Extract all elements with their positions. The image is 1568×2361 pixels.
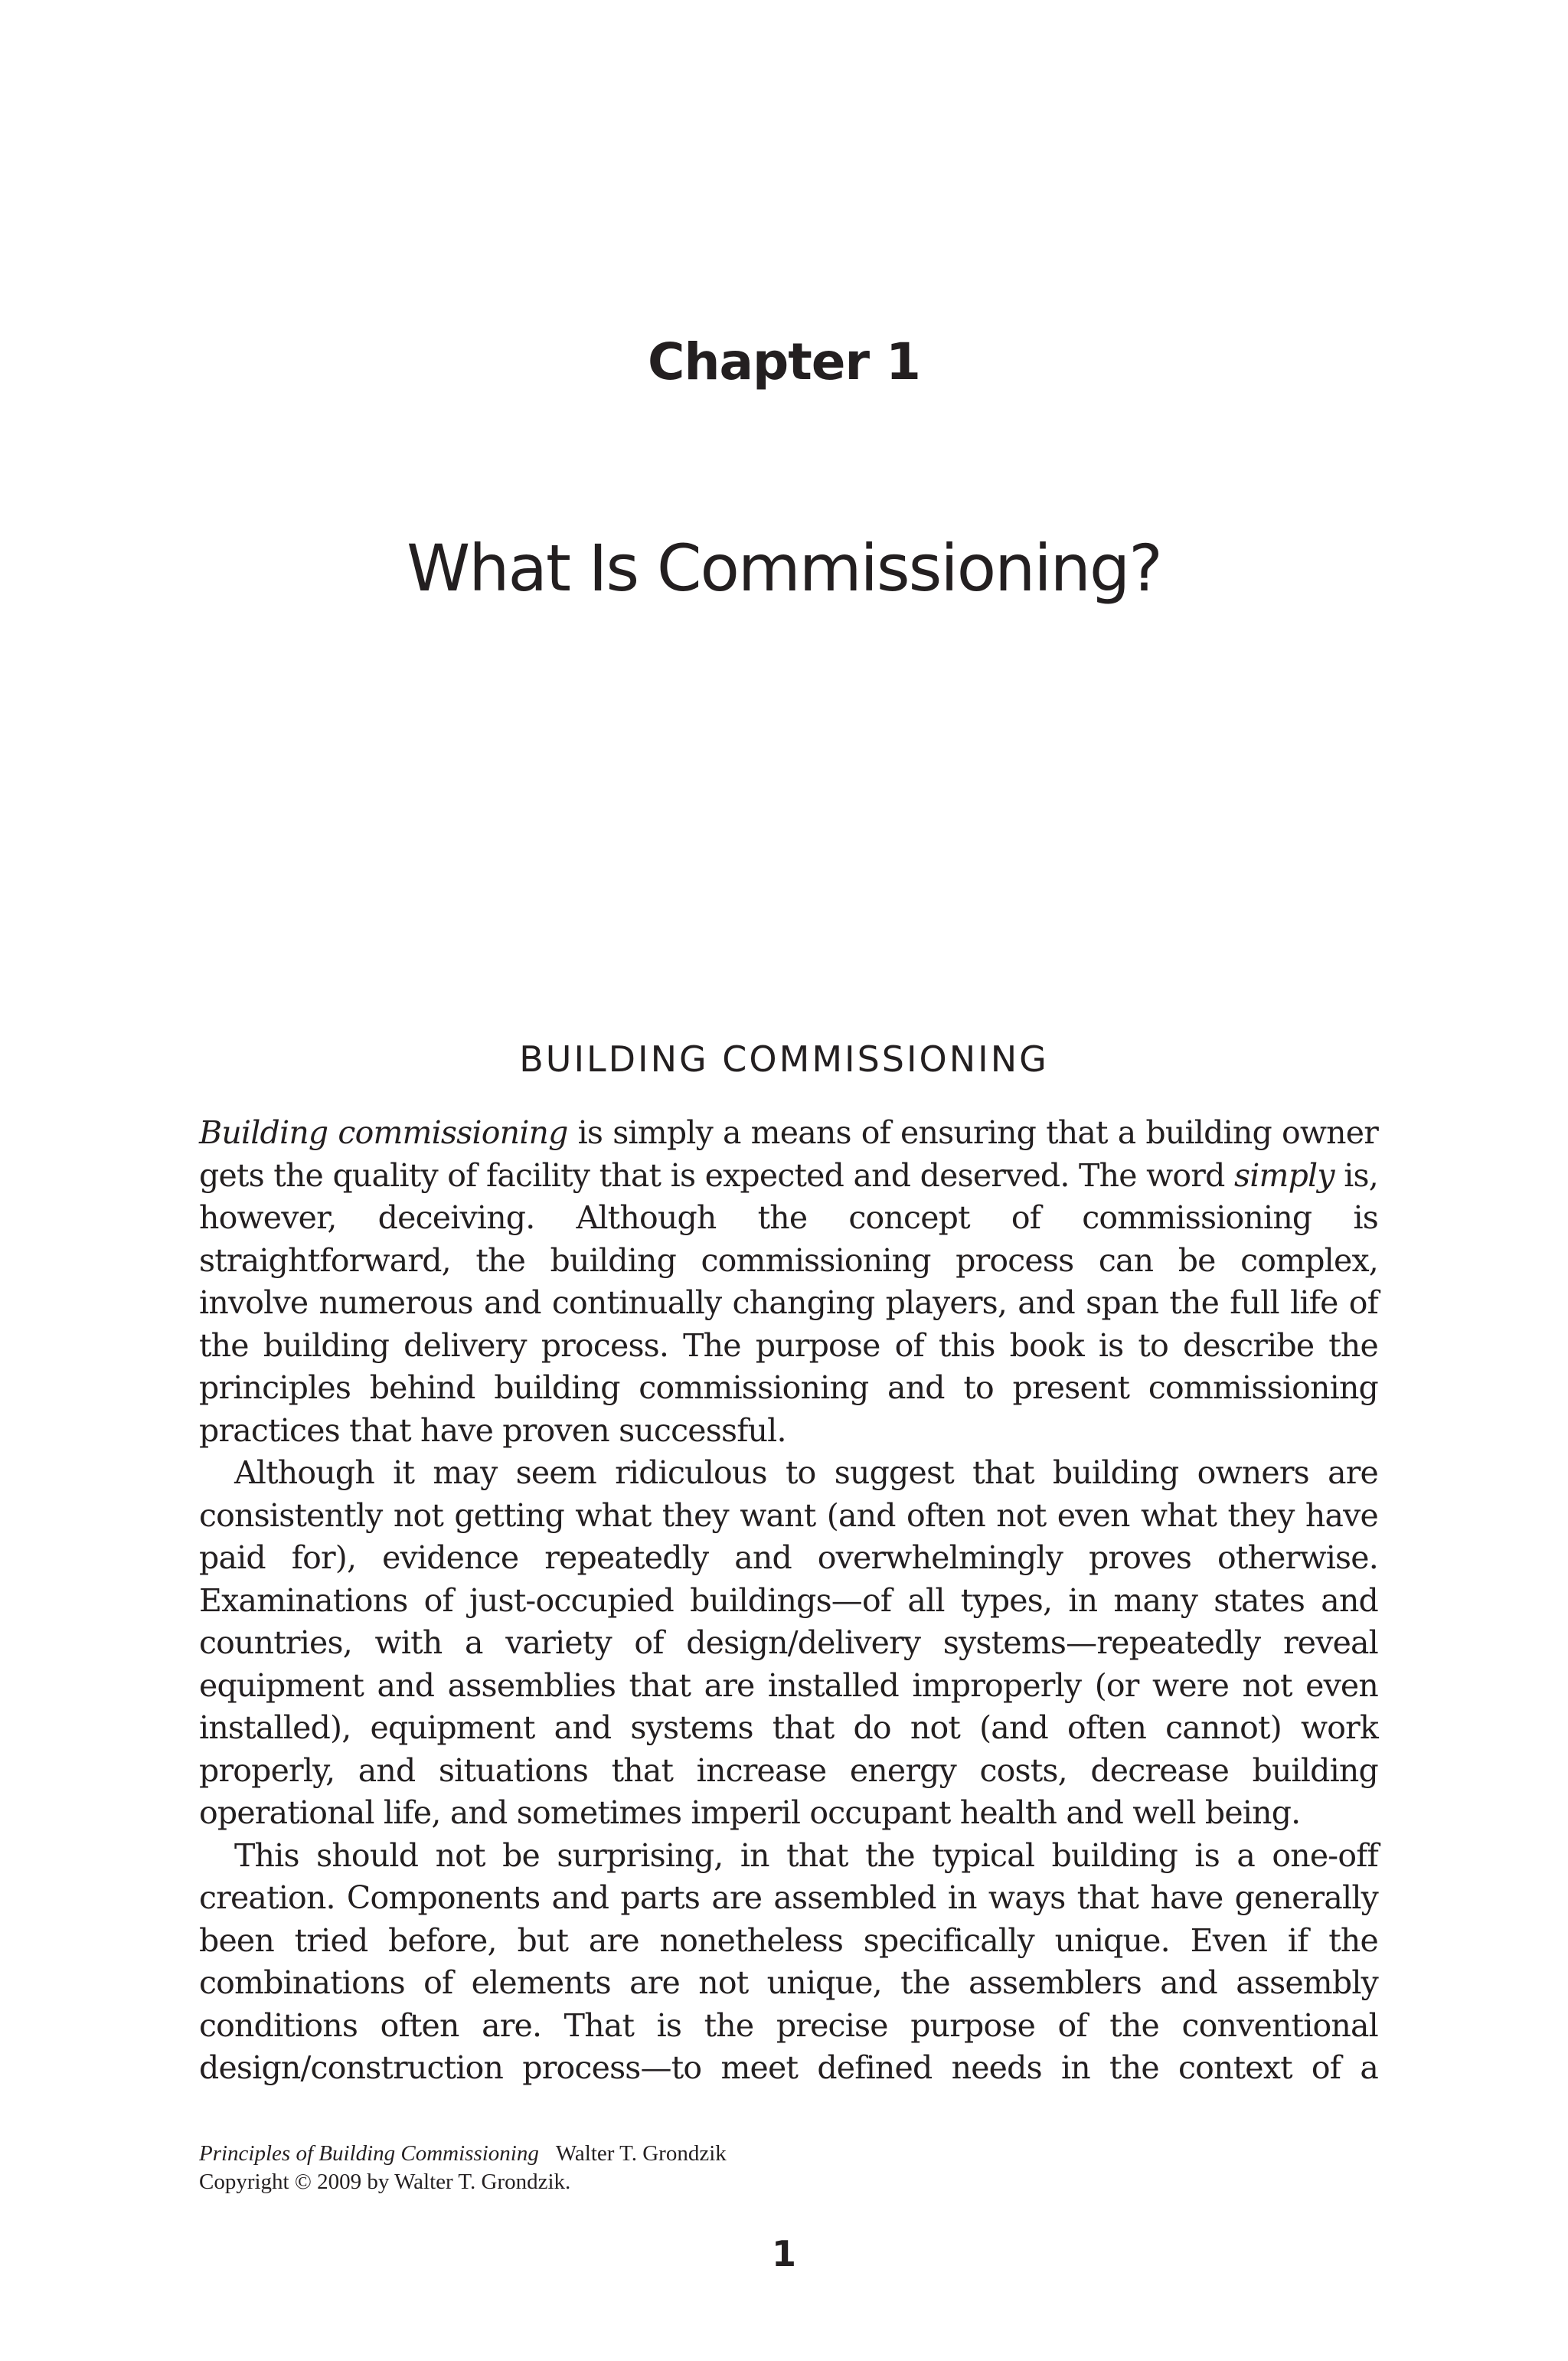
body-text xyxy=(199,1112,1378,2090)
author-name: Walter T. Grondzik xyxy=(555,2141,727,2166)
paragraph-3: This should not be surprising, in that the typical building is a one-off creation. Components and parts are assembled in ways that have generally been tried before, but are nonetheless specifically unique. Even if the combinations of elements are not unique, the assemblers and assembly conditions often are. That is the precise purpose of the conventional design/construction process—to meet defined needs in the context of a xyxy=(199,1836,1378,2086)
copyright-notice: Copyright © 2009 by Walter T. Grondzik. xyxy=(199,2170,571,2194)
chapter-label: Chapter 1 xyxy=(648,332,920,391)
paragraph-1-text-b: is, however, deceiving. Although the concept of commissioning is straightforward, the building commissioning process can be complex, involve numerous and continually changing players, and span the full life of the building delivery process. The purpose of this book is to describe the principles behind building commissioning and to present commissioning practices that have proven successful. xyxy=(199,1156,1378,1449)
section-heading: BUILDING COMMISSIONING xyxy=(519,1038,1049,1080)
book-title: Principles of Building Commissioning xyxy=(199,2141,539,2166)
chapter-title: What Is Commissioning? xyxy=(407,531,1161,606)
page-number: 1 xyxy=(771,2233,796,2274)
paragraph-2: Although it may seem ridiculous to suggest that building owners are consistently not getting what they want (and often not even what they have paid for), evidence repeatedly and overwhelmingly proves otherwise. Examinations of just-occupied buildings—of all types, in many states and countries, with a variety of design/delivery systems—repeatedly reveal equipment and assemblies that are installed improperly (or were not even installed), equipment and systems that do not (and often cannot) work properly, and situations that increase energy costs, decrease building operational life, and sometimes imperil occupant health and well being. xyxy=(199,1454,1378,1831)
paragraph-1-text-a: is simply a means of ensuring that a building owner gets the quality of facility that is expected and deserved. The word xyxy=(199,1114,1378,1194)
emphasis-simply: simply xyxy=(1233,1156,1334,1194)
emphasis-building-commissioning: Building commissioning xyxy=(199,1114,568,1151)
source-footnote xyxy=(199,2140,1378,2196)
footnote-line-1 xyxy=(199,2140,1378,2168)
paragraph-1 xyxy=(199,1112,1378,1452)
